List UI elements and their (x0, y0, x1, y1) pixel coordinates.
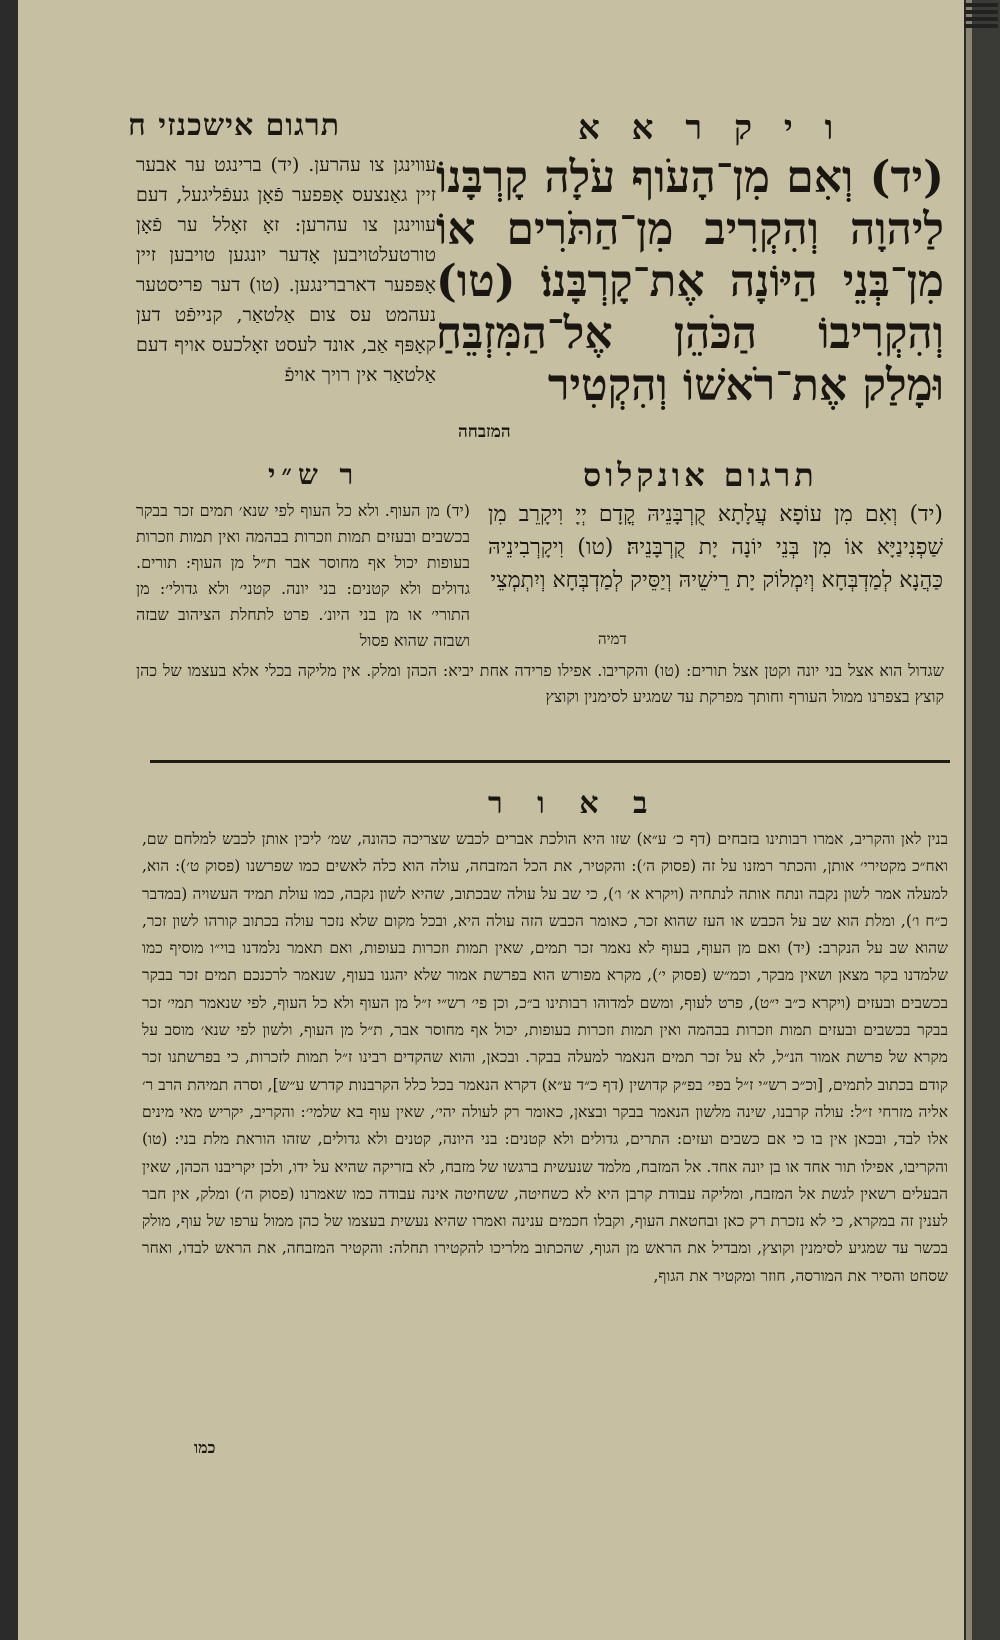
targum-ashkenazi-header: תרגום אישכנזי ח (128, 108, 340, 143)
rashi-commentary: (יד) מן העוף. ולא כל העוף לפי שנא׳ תמים זכר בבקר בכשבים ובעזים תמות וזכרות בבהמה ואין תמות וזכרות בעופות יכול אף מחוסר אבר ת״ל מן העוף: תורים. גדולים ולא קטנים: בני יונה. קטני׳ ולא גדולי׳: מן התורי׳ או מן בני היונ׳. פרט לתחלת הציהוב שבזה ושבזה שהוא פסול (136, 501, 470, 650)
scan-calibration-marks (960, 0, 1000, 40)
rashi-title: ר ש״י (268, 458, 360, 491)
book-page (18, 0, 964, 1640)
torah-verse-text: (יד) וְאִם מִן־הָעֹוף עֹלָה קָרְבָּנוֹ לַיהוָה וְהִקְרִיב מִן־הַתֹּרִים אוֹ מִן־בְּנֵי הַיּוֹנָה אֶת־קָרְבָּנוֹ׃ (טו) וְהִקְרִיבוֹ הַכֹּהֵן אֶל־הַמִּזְבֵּחַ וּמָלַק אֶת־רֹאשׁוֹ וְהִקְטִיר (436, 152, 944, 411)
onkelos-catchword: דמיה (598, 630, 627, 648)
onkelos-title: תרגום אונקלוס (583, 456, 818, 494)
book-title-header: ו י ק ר א א (578, 108, 844, 148)
section-divider (150, 760, 950, 763)
page-catchword: כמו (194, 1438, 216, 1457)
targum-ashkenazi-column: עווינגן צו עהרען. (יד) ברינגט ער אבער זיין גאַנצעס אָפּפער פֿאָן געפֿליגעל, דעם עווינגן צו עהרען: זאָ זאָלל ער פֿאָן טורטעלטויבען אָדער יונגען טויבען זיין אָפּפער דארברינגען. (טו) דער פריסטער נעהמט עס צום אַלטאַר, קנייפֿט דען קאָפּף אַב, אונד לעסט זאָלכעס אויף דעם אַלטאַר אין רויך אויפֿ (136, 154, 436, 386)
biur-title: ב א ו ר (488, 786, 660, 821)
verse-catchword: המזבחה (458, 422, 511, 442)
rashi-commentary-continuation: שגדול הוא אצל בני יונה וקטן אצל תורים: (טו) והקריבו. אפילו פרידה אחת יביא: הכהן ומלק. אין מליקה בכלי אלא בעצמו של כהן קוצץ בצפרנו ממול העורף וחותך מפרקת עד שמגיע לסימנין וקוצץ (136, 661, 944, 706)
book-binding-edge (972, 0, 1000, 1640)
onkelos-translation: (יד) וְאִם מִן עוֹפָא עֲלָתָא קֻרְבָּנֵיהּ קֳדָם יְיָ וִיקָרֵב מִן שַׁפְנִינַיָּא אוֹ מִן בְּנֵי יוֹנָה יָת קֻרְבָּנֵיהּ׃ (טו) וִיקָרְבִינֵיהּ כַּהֲנָא לְמַדְבְּחָא וְיִמְלוֹק יָת רֵישֵׁיהּ וְיַסֵּיק לְמַדְבְּחָא וְיִתְמְצֵי (488, 502, 943, 593)
biur-commentary: בנין לאן והקריב, אמרו רבותינו בזבחים (דף כ׳ ע״א) שזו היא הולכת אברים לכבש שצריכה כהונה, שמ׳ ליכין אותן לכבש למלחם שם, ואח״כ מקטירי׳ אותן, והכתר רמזנו על זה (פסוק ה׳): והקטיר, את הכל המזבחה, עולה הוא כלה לאשים כמו שפרשנו (פסוק ט׳): הוא, למעלה אמר לשון נקבה ונתח אותה לנתחיה (ויקרא א׳ ו׳), כי שב על עולה שבכתוב, שהיא לשון נקבה, כמו עולת תמיד העשויה (במדבר כ״ח ו׳), ומלת הוא שב על הכבש או העז שהוא זכר, כאומר הכבש הזה עולה היא, ובכל מקום שלא נזכר עולה בכתוב קורהו לשון זכר, שהוא שב על הנקרב: (יד) ואם מן העוף, בעוף לא נאמר זכר תמים, שאין תמות וזכרות בעופות, ואם תאמר נלמדנו בוי״ו מוסיף כמו שלמדנו בקר מצאן ושאין מבקר, וכמ״ש (פסוק י׳), מקרא מפורש הוא בפרשת אמור שלא יהגנו בעוף, שנאמר לרכנכם תמים זכר בבקר בכשבים ובעזים (ויקרא כ״ב י״ט), פרט לעוף, ומשם למדוהו רבותינו ב״כ, וכן פי׳ רש״י ז״ל מן העוף ולא כל העוף, לפי שנאמר תמי׳ זכר בבקר בכשבים ובעזים תמות וזכרות בבהמה ואין תמות וזכרות בעופות, יכול אף מחוסר אבר, ת״ל מן העוף, ולשון לפי שנא׳ מוסב על מקרא של פרשת אמור הנ״ל, לא על זכר תמים הנאמר למעלה בבקר. ובכאן, והוא שהקדים רבינו ז״ל תמות לזכרות, כי בפרשתנו זכר קודם בכתוב לתמים, [וכ״כ רש״י ז״ל בפי׳ בפ״ק קדושין (דף כ״ד ע״א) דקרא הנאמר בכל כלל הקרבנות קדרש ע״ש], וסרה תמיהת הרב ר׳ אליה מזרחי ז״ל: עולה קרבנו, שינה מלשון הנאמר בבקר ובצאן, כאומר רק לעולה יהי׳, שאין עוף בא שלמי׳: והקריב, יקריש מאי מינים אלו לבד, ובכאן אין בו כי אם כשבים ועזים: התרים, גדולים ולא קטנים: בני היונה, קטנים ולא גדולים, שזהו הוראת מלת בני: (טו) והקריבו, אפילו תור אחד או בן יונה אחד. אל המזבח, מלמד שנעשית ברגשו של מזבח, לא בזריקה שהיא על ידו, ולכן יקריבנו הכהן, שאין הבעלים רשאין לגשת אל המזבח, ומליקה עבודת קרבן היא לא כשחיטה, ששחיטה אינה עבודה כמו שאמרנו (פסוק ה׳) ומלק, אין חבר לענין זה במקרא, כי לא נזכרת רק כאן ובחטאת העוף, וקבלו חכמים ענינה ואמרו שהיא נעשית בעצמו של כהן ממול ערפו של עוף, מולק בכשר עד שמגיע לסימנין וקוצץ, ומבדיל את הראש מן הגוף, שהכתוב מלריכו להקטירו תחלה: והקטיר המזבחה, את הראש לבדו, ואחר שסחט והסיר את המורסה, חוזר ומקטיר את הגוף, (142, 830, 948, 1285)
